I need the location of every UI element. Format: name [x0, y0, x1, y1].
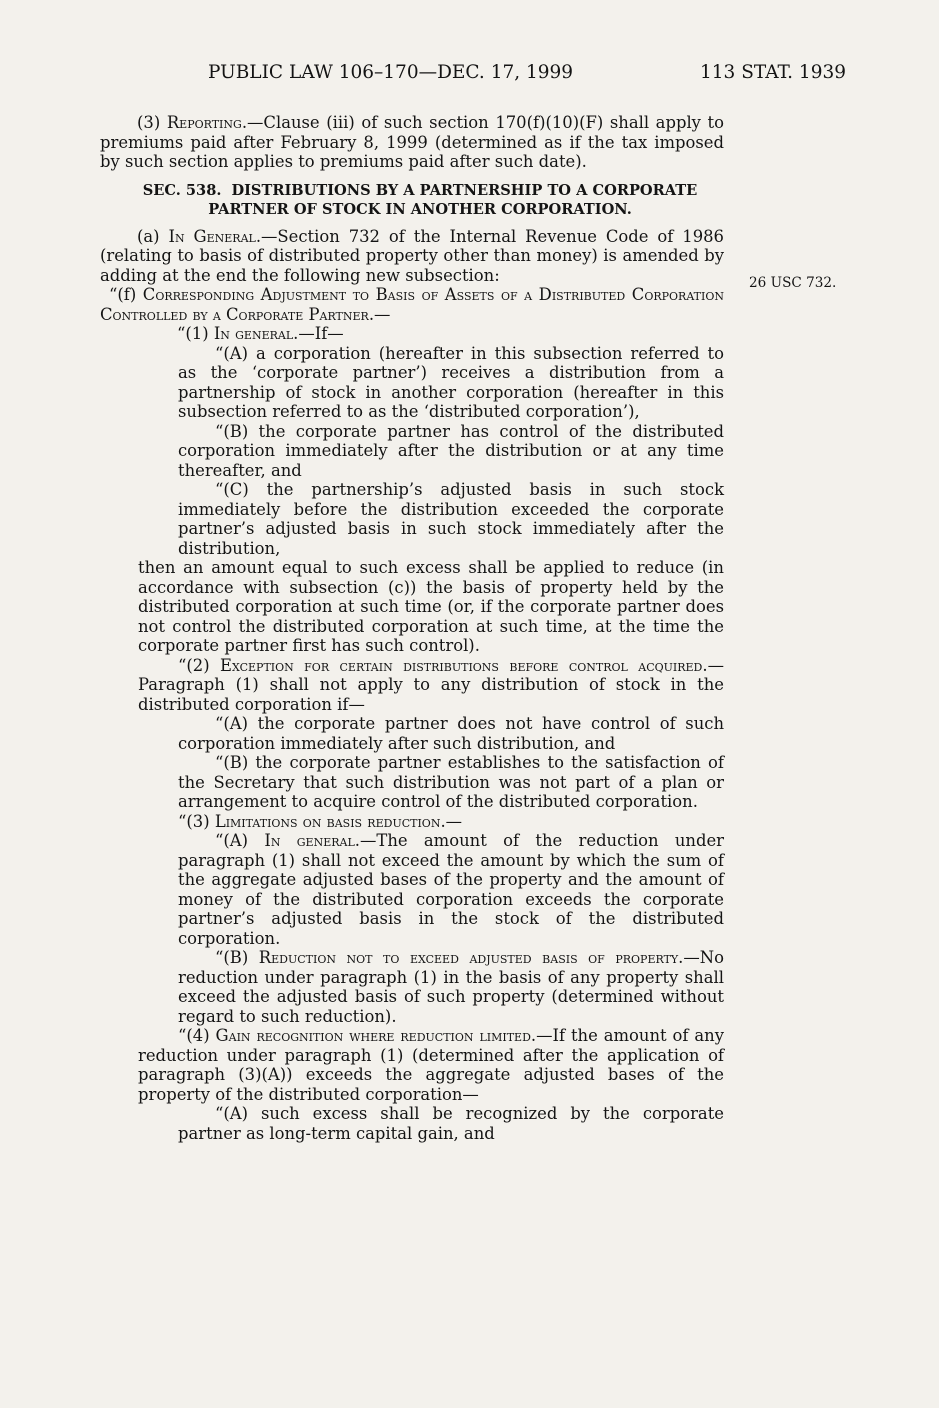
paragraph-1: “(1) In general.—If— — [177, 324, 344, 343]
paragraph-2: “(2) Exception for certain distributions before control acquired.—Paragraph (1) shall not apply to any distribution of stock in the distributed corporation if— — [138, 655, 724, 714]
paragraph-4: “(4) Gain recognition where reduction limited.—If the amount of any reduction under paragraph (1) (determined after the application of paragraph (3)(A)) exceeds the aggregate adjusted bases of the property of the distributed corporation— — [138, 1026, 724, 1104]
paragraph-caption: Reporting — [166, 113, 242, 132]
subsection-f-heading: “(f) Corresponding Adjustment to Basis of Assets of a Distributed Corporation Controlled by a Corporate Partner.— — [100, 285, 724, 324]
paragraph-4-A: “(A) such excess shall be recognized by the corporate partner as long-term capital gain, and — [178, 1104, 724, 1143]
section-number: SEC. 538. — [142, 181, 222, 199]
paragraph-3-reporting: (3) Reporting.—Clause (iii) of such section 170(f)(10)(F) shall apply to premiums paid after February 8, 1999 (determined as if the tax imposed by such section applies to premiums paid after such date). — [100, 113, 724, 171]
page-header — [0, 62, 939, 90]
paragraph-1-flush-text: then an amount equal to such excess shall be applied to reduce (in accordance with subsection (c)) the basis of property held by the distributed corporation at such time (or, if the corporate partner does not control the distributed corporation at such time, at the time the corporate partner first has such control). — [138, 558, 724, 655]
subsection-caption: In General — [168, 226, 256, 246]
paragraph-3-A: “(A) In general.—The amount of the reduction under paragraph (1) shall not exceed the amount by which the sum of the aggregate adjusted bases of the property and the amount of money of the distributed corporation exceeds the corporate partner’s adjusted basis in the stock of the distributed corporation. — [178, 831, 725, 948]
subsection-f-caption: Corresponding Adjustment to Basis of Assets of a Distributed Corporation Controlled by a Corporate Partner — [100, 285, 724, 324]
section-title: DISTRIBUTIONS BY A PARTNERSHIP TO A CORPORATE PARTNER OF STOCK IN ANOTHER CORPORATION. — [208, 181, 698, 218]
paragraph-1-A: “(A) a corporation (hereafter in this subsection referred to as the ‘corporate partner’) receives a distribution from a partnership of stock in another corporation (hereafter in this subsection referred to as the ‘distributed corporation’), — [178, 343, 724, 421]
paragraph-1-C: “(C) the partnership’s adjusted basis in such stock immediately before the distribution exceeded the corporate partner’s adjusted basis in such stock immediately after the distribution, — [178, 480, 724, 558]
paragraph-3-B: “(B) Reduction not to exceed adjusted basis of property.—No reduction under paragraph (1) in the basis of any property shall exceed the adjusted basis of such property (determined without regard to such reduction). — [178, 948, 724, 1026]
paragraph-2-A: “(A) the corporate partner does not have control of such corporation immediately after such distribution, and — [178, 714, 724, 753]
header-title: PUBLIC LAW 106–170—DEC. 17, 1999 — [208, 62, 574, 83]
header-page-number: 113 STAT. 1939 — [700, 62, 847, 83]
document-body — [0, 113, 939, 1143]
subsection-a: (a) In General.—Section 732 of the Internal Revenue Code of 1986 (relating to basis of distributed property other than money) is amended by adding at the end the following new subsection: — [100, 226, 724, 285]
margin-citation: 26 USC 732. — [749, 275, 837, 291]
paragraph-1-B: “(B) the corporate partner has control of the distributed corporation immediately after the distribution or at any time thereafter, and — [178, 421, 724, 480]
paragraph-2-B: “(B) the corporate partner establishes to the satisfaction of the Secretary that such distribution was not part of a plan or arrangement to acquire control of the distributed corporation. — [178, 753, 724, 811]
paragraph-3: “(3) Limitations on basis reduction.— — [178, 811, 463, 831]
section-heading — [100, 181, 740, 219]
